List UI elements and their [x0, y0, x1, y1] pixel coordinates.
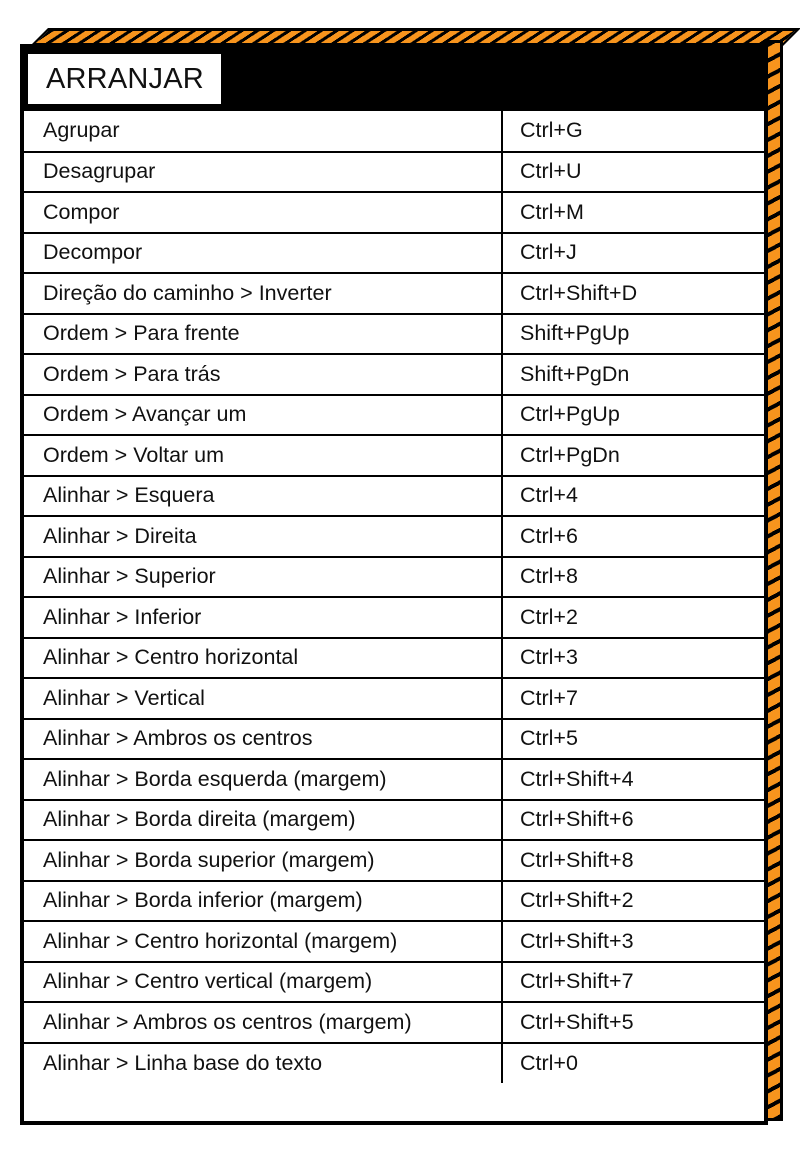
shortcut-keys: Ctrl+2	[502, 597, 764, 638]
shortcut-row	[24, 800, 764, 841]
shortcut-action: Alinhar > Superior	[24, 557, 502, 598]
shortcut-keys: Ctrl+Shift+8	[502, 840, 764, 881]
shortcut-row	[24, 273, 764, 314]
shortcut-row	[24, 314, 764, 355]
shortcut-row	[24, 516, 764, 557]
shortcut-keys: Ctrl+Shift+7	[502, 962, 764, 1003]
shortcut-keys: Ctrl+0	[502, 1043, 764, 1084]
shortcut-keys: Ctrl+Shift+3	[502, 921, 764, 962]
shortcut-action: Direção do caminho > Inverter	[24, 273, 502, 314]
shortcut-keys: Ctrl+Shift+6	[502, 800, 764, 841]
shortcut-keys: Ctrl+8	[502, 557, 764, 598]
section-title: ARRANJAR	[28, 54, 221, 104]
shortcut-row	[24, 597, 764, 638]
shortcut-action: Alinhar > Vertical	[24, 678, 502, 719]
shortcut-row	[24, 354, 764, 395]
shortcut-row	[24, 962, 764, 1003]
shortcut-row	[24, 881, 764, 922]
shortcut-action: Ordem > Para trás	[24, 354, 502, 395]
shortcut-row	[24, 395, 764, 436]
shortcut-row	[24, 1002, 764, 1043]
shortcut-keys: Ctrl+M	[502, 192, 764, 233]
shortcut-row	[24, 638, 764, 679]
shortcut-action: Alinhar > Borda esquerda (margem)	[24, 759, 502, 800]
shortcut-keys: Shift+PgUp	[502, 314, 764, 355]
shortcut-action: Alinhar > Ambros os centros	[24, 719, 502, 760]
shortcut-row	[24, 840, 764, 881]
shortcut-action: Alinhar > Ambros os centros (margem)	[24, 1002, 502, 1043]
shortcut-row	[24, 759, 764, 800]
shortcut-action: Alinhar > Borda direita (margem)	[24, 800, 502, 841]
shortcut-keys: Ctrl+6	[502, 516, 764, 557]
shortcut-keys: Ctrl+Shift+2	[502, 881, 764, 922]
shortcut-table	[24, 111, 764, 1083]
shortcut-row	[24, 192, 764, 233]
shortcut-action: Alinhar > Linha base do texto	[43, 1050, 323, 1075]
shortcut-keys: Ctrl+U	[502, 152, 764, 193]
shortcut-keys: Ctrl+G	[502, 111, 764, 152]
shortcut-action: Ordem > Para frente	[24, 314, 502, 355]
shortcut-action: Alinhar > Centro vertical (margem)	[24, 962, 502, 1003]
shortcut-keys: Ctrl+Shift+5	[502, 1002, 764, 1043]
shortcut-action: Desagrupar	[24, 152, 502, 193]
shortcut-row	[24, 557, 764, 598]
shortcut-row	[24, 678, 764, 719]
shortcut-keys: Ctrl+PgDn	[502, 435, 764, 476]
shortcut-keys: Ctrl+Shift+D	[502, 273, 764, 314]
shortcut-row	[24, 1043, 764, 1084]
shortcut-action: Alinhar > Borda inferior (margem)	[24, 881, 502, 922]
shortcut-keys: Ctrl+4	[502, 476, 764, 517]
shortcut-keys: Ctrl+J	[502, 233, 764, 274]
shortcut-action: Alinhar > Centro horizontal	[24, 638, 502, 679]
shortcut-action: Alinhar > Inferior	[24, 597, 502, 638]
shortcut-action: Agrupar	[24, 111, 502, 152]
shortcut-row	[24, 152, 764, 193]
shortcut-keys: Ctrl+3	[502, 638, 764, 679]
shortcut-card	[20, 44, 768, 1125]
shortcut-keys: Ctrl+PgUp	[502, 395, 764, 436]
shortcut-row	[24, 719, 764, 760]
shortcut-keys: Ctrl+7	[502, 678, 764, 719]
card-header	[24, 48, 764, 111]
shortcut-keys: Shift+PgDn	[502, 354, 764, 395]
shortcut-action: Decompor	[24, 233, 502, 274]
shortcut-row	[24, 111, 764, 152]
shortcut-row	[24, 233, 764, 274]
shortcut-row	[24, 435, 764, 476]
shortcut-action: Ordem > Voltar um	[24, 435, 502, 476]
shortcut-row	[24, 476, 764, 517]
shortcut-action: Alinhar > Direita	[24, 516, 502, 557]
shortcut-row	[24, 921, 764, 962]
shortcut-action: Alinhar > Esquera	[24, 476, 502, 517]
shortcut-keys: Ctrl+5	[502, 719, 764, 760]
shortcut-action: Alinhar > Centro horizontal (margem)	[24, 921, 502, 962]
shortcut-action: Ordem > Avançar um	[24, 395, 502, 436]
shortcut-keys: Ctrl+Shift+4	[502, 759, 764, 800]
shortcut-action: Compor	[24, 192, 502, 233]
shortcut-action: Alinhar > Borda superior (margem)	[24, 840, 502, 881]
